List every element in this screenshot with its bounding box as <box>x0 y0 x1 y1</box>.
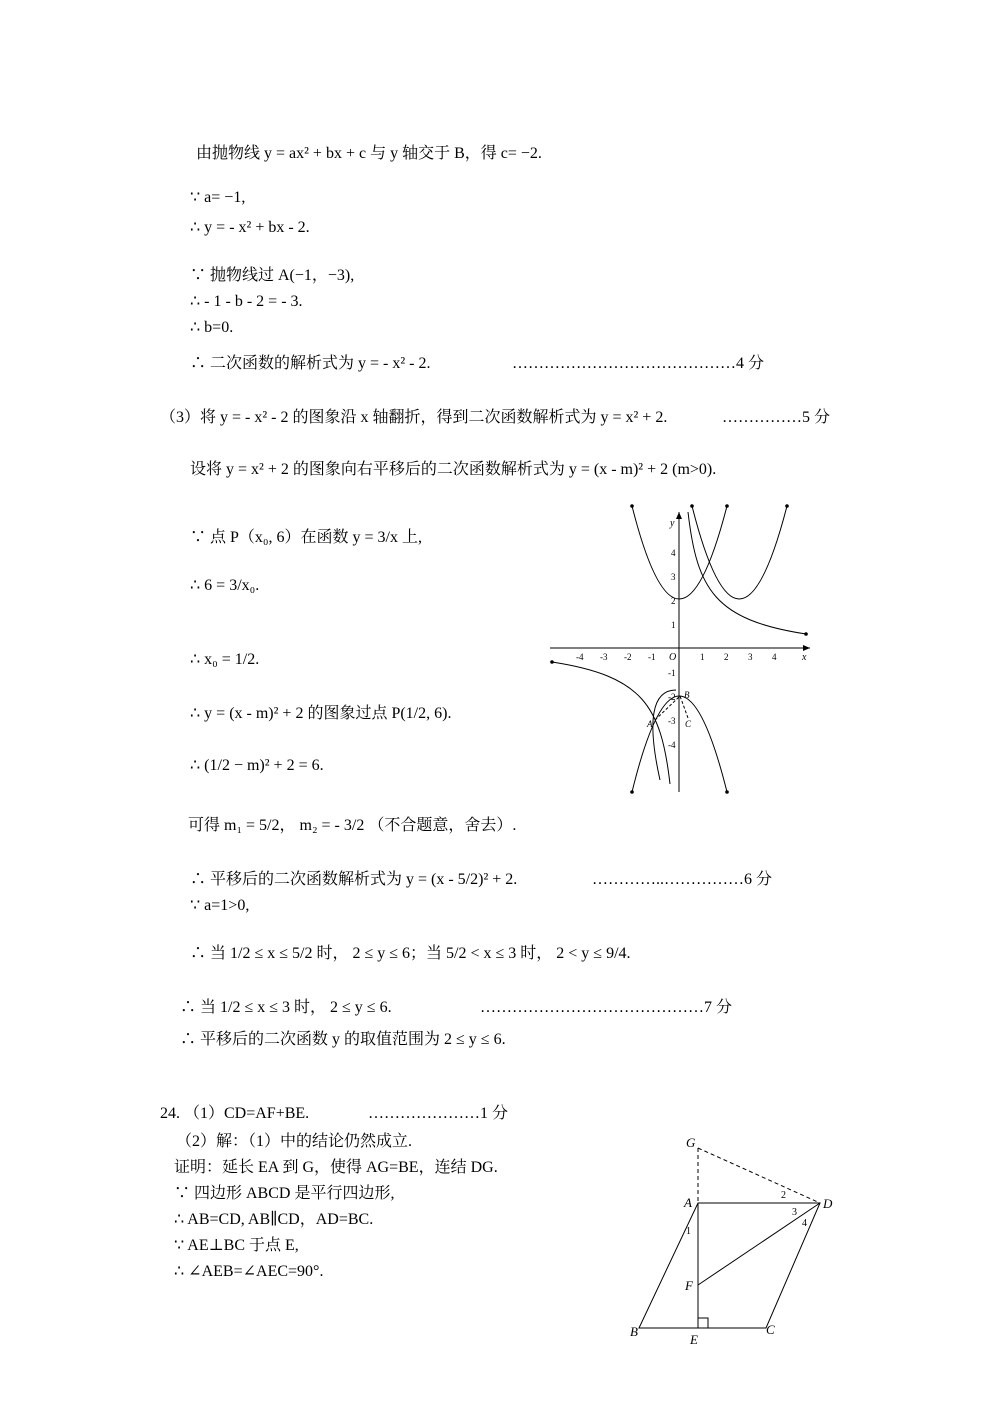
parallelogram-figure <box>620 1130 850 1355</box>
curve-endpoint <box>550 660 554 664</box>
parabola-shifted <box>692 506 787 599</box>
q23-line-9: 设将 y = x² + 2 的图象向右平移后的二次函数解析式为 y = (x - m)² + 2 (m>0). <box>190 461 717 478</box>
curve-endpoint <box>725 504 729 508</box>
segment-fd <box>698 1203 820 1285</box>
x-axis-label: x <box>802 652 807 663</box>
q24-score-1: …………………1 分 <box>368 1105 509 1122</box>
q24-line-2: （2）解：（1）中的结论仍然成立. <box>176 1133 413 1150</box>
y-tick: -3 <box>668 716 676 726</box>
q23-score-7: ……………………………………7 分 <box>480 999 733 1016</box>
q24-line-1: 24. （1）CD=AF+BE. <box>160 1105 310 1122</box>
y-tick: -1 <box>668 668 676 678</box>
x-tick: -2 <box>624 652 632 662</box>
curve-endpoint <box>785 504 789 508</box>
y-tick: 2 <box>671 596 676 606</box>
q23-line-6: ∴ b=0. <box>190 319 234 336</box>
vertex-b: B <box>630 1324 638 1339</box>
y-tick: 4 <box>671 548 676 558</box>
q23-line-4: ∵ 抛物线过 A(−1，−3), <box>190 267 355 284</box>
q24-line-4: ∵ 四边形 ABCD 是平行四边形, <box>174 1185 395 1202</box>
hyperbola-positive <box>688 512 806 634</box>
parabola-reflected <box>653 690 676 780</box>
y-tick: 3 <box>671 572 676 582</box>
origin-label: O <box>669 652 677 663</box>
y-axis <box>676 512 682 792</box>
angle-label-3: 3 <box>792 1207 797 1218</box>
x-tick: -1 <box>648 652 656 662</box>
x-tick: 4 <box>772 652 777 662</box>
q23-line-19: ∴ 当 1/2 ≤ x ≤ 3 时， 2 ≤ y ≤ 6. <box>180 999 392 1016</box>
point-label-b: B <box>684 690 690 700</box>
curve-endpoint <box>630 504 634 508</box>
q23-line-16: ∴ 平移后的二次函数解析式为 y = (x - 5/2)² + 2. <box>190 871 518 888</box>
angle-label-4: 4 <box>802 1218 807 1229</box>
q23-line-11: ∴ 6 = 3/x₀. <box>190 577 260 594</box>
q23-line-13: ∴ y = (x - m)² + 2 的图象过点 P(1/2, 6). <box>190 705 452 722</box>
y-tick: -4 <box>668 740 676 750</box>
point-label-a: A <box>647 719 653 729</box>
vertex-d: D <box>823 1196 833 1211</box>
curve-endpoint <box>804 632 808 636</box>
q23-score-6: …………..……………6 分 <box>592 871 773 888</box>
q24-line-7: ∴ ∠AEB=∠AEC=90°. <box>174 1263 324 1280</box>
curve-endpoint <box>690 504 694 508</box>
q24-line-3: 证明：延长 EA 到 G，使得 AG=BE，连结 DG. <box>174 1159 498 1176</box>
x-tick: 1 <box>700 652 705 662</box>
q23-line-2: ∵ a= −1, <box>190 189 246 206</box>
q23-line-17: ∵ a=1>0, <box>190 897 250 914</box>
q23-line-7: ∴ 二次函数的解析式为 y = - x² - 2. <box>190 355 431 372</box>
vertex-f: F <box>685 1278 693 1293</box>
vertex-a: A <box>684 1195 692 1210</box>
x-tick: 3 <box>748 652 753 662</box>
function-graph <box>548 500 818 800</box>
x-tick: -3 <box>600 652 608 662</box>
q23-line-15: 可得 m₁ = 5/2， m₂ = - 3/2 （不合题意，舍去）. <box>188 817 517 834</box>
x-axis <box>550 645 810 651</box>
curve-endpoint <box>725 790 729 794</box>
q23-line-14: ∴ (1/2 − m)² + 2 = 6. <box>190 757 324 774</box>
point-label-c: C <box>685 719 692 729</box>
segment-gd <box>698 1148 820 1203</box>
angle-label-2: 2 <box>781 1190 786 1201</box>
right-angle-mark <box>698 1318 708 1328</box>
q24-line-5: ∴ AB=CD, AB∥CD，AD=BC. <box>174 1211 374 1228</box>
y-axis-label: y <box>670 518 675 529</box>
q23-line-1: 由抛物线 y = ax² + bx + c 与 y 轴交于 B，得 c= −2. <box>196 145 542 162</box>
angle-label-1: 1 <box>686 1226 691 1237</box>
q23-score-4: ……………………………………4 分 <box>512 355 765 372</box>
curve-endpoint <box>630 790 634 794</box>
q23-line-5: ∴ - 1 - b - 2 = - 3. <box>190 293 303 310</box>
q23-line-10: ∵ 点 P（x₀, 6）在函数 y = 3/x 上, <box>190 529 422 546</box>
q23-line-20: ∴ 平移后的二次函数 y 的取值范围为 2 ≤ y ≤ 6. <box>180 1031 506 1048</box>
vertex-c: C <box>766 1322 775 1337</box>
vertex-e: E <box>690 1332 698 1347</box>
x-tick: 2 <box>724 652 729 662</box>
q23-line-3: ∴ y = - x² + bx - 2. <box>190 219 310 236</box>
q24-line-6: ∵ AE⊥BC 于点 E, <box>174 1237 299 1254</box>
q23-line-18: ∴ 当 1/2 ≤ x ≤ 5/2 时， 2 ≤ y ≤ 6；当 5/2 < x ≤ 3 时， 2 < y ≤ 9/4. <box>190 945 631 962</box>
q23-score-5: ……………5 分 <box>722 409 831 426</box>
x-tick: -4 <box>576 652 584 662</box>
y-tick: -2 <box>668 692 676 702</box>
vertex-g: G <box>686 1135 696 1150</box>
y-tick: 1 <box>671 620 676 630</box>
q23-line-12: ∴ x₀ = 1/2. <box>190 651 260 668</box>
q23-line-8: （3）将 y = - x² - 2 的图象沿 x 轴翻折，得到二次函数解析式为 y = x² + 2. <box>160 409 668 426</box>
